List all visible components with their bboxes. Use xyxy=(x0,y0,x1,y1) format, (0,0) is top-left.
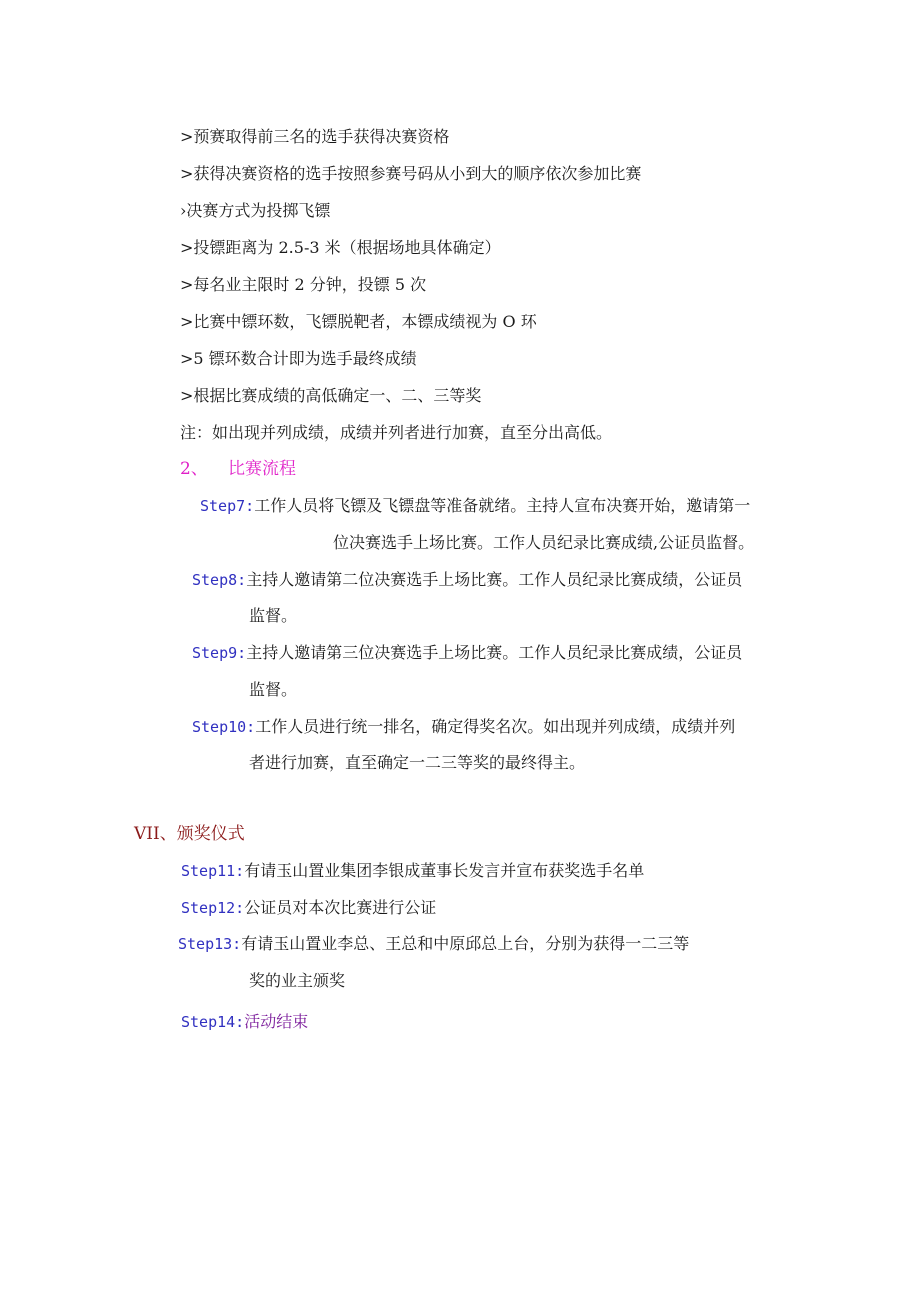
tie-note: 注：如出现并列成绩，成绩并列者进行加赛，直至分出高低。 xyxy=(180,423,613,442)
rule-item: >比赛中镖环数，飞镖脱靶者，本镖成绩视为 O 环 xyxy=(180,312,537,331)
step-text: 工作人员将飞镖及飞镖盘等准备就绪。主持人宣布决赛开始，邀请第一 xyxy=(254,496,751,515)
step-label: Step10: xyxy=(192,718,256,736)
step-text: 工作人员进行统一排名，确定得奖名次。如出现并列成绩，成绩并列 xyxy=(255,717,736,736)
step-continuation: 位决赛选手上场比赛。工作人员纪录比赛成绩,公证员监督。 xyxy=(333,533,755,552)
step-label: Step12: xyxy=(181,899,245,917)
step-text: 活动结束 xyxy=(244,1012,309,1031)
rule-item: ›决赛方式为投掷飞镖 xyxy=(180,201,331,220)
step-continuation: 者进行加赛，直至确定一二三等奖的最终得主。 xyxy=(249,753,586,772)
rule-item: >预赛取得前三名的选手获得决赛资格 xyxy=(180,127,450,146)
step-item xyxy=(181,861,644,881)
step-continuation: 奖的业主颁奖 xyxy=(249,971,346,990)
section-title: 比赛流程 xyxy=(228,459,296,479)
step-label: Step13: xyxy=(178,935,242,953)
step-item xyxy=(192,643,742,663)
step-text: 公证员对本次比赛进行公证 xyxy=(244,898,437,917)
step-item xyxy=(192,717,735,737)
step-label: Step9: xyxy=(192,644,247,662)
step-item xyxy=(192,570,742,590)
section-heading-award-ceremony: VII、颁奖仪式 xyxy=(134,824,245,844)
step-item xyxy=(181,898,436,918)
rule-item: >根据比赛成绩的高低确定一、二、三等奖 xyxy=(180,386,482,405)
step-continuation: 监督。 xyxy=(249,606,298,625)
step-text: 主持人邀请第三位决赛选手上场比赛。工作人员纪录比赛成绩，公证员 xyxy=(246,643,743,662)
step-item xyxy=(200,496,750,516)
section-heading-competition-flow xyxy=(180,459,296,479)
rule-item: >获得决赛资格的选手按照参赛号码从小到大的顺序依次参加比赛 xyxy=(180,164,642,183)
section-number: 2、 xyxy=(180,459,208,479)
step-text: 有请玉山置业集团李银成董事长发言并宣布获奖选手名单 xyxy=(244,861,645,880)
step-label: Step7: xyxy=(200,497,255,515)
step-item xyxy=(181,1012,308,1032)
step-continuation: 监督。 xyxy=(249,680,298,699)
rule-item: >5 镖环数合计即为选手最终成绩 xyxy=(180,349,417,368)
step-text: 有请玉山置业李总、王总和中原邱总上台，分别为获得一二三等 xyxy=(241,934,690,953)
rule-item: >投镖距离为 2.5-3 米（根据场地具体确定） xyxy=(180,238,501,257)
step-label: Step11: xyxy=(181,862,245,880)
rule-item: >每名业主限时 2 分钟，投镖 5 次 xyxy=(180,275,427,294)
step-label: Step8: xyxy=(192,571,247,589)
step-text: 主持人邀请第二位决赛选手上场比赛。工作人员纪录比赛成绩，公证员 xyxy=(246,570,743,589)
step-item xyxy=(178,934,689,954)
step-label: Step14: xyxy=(181,1013,245,1031)
